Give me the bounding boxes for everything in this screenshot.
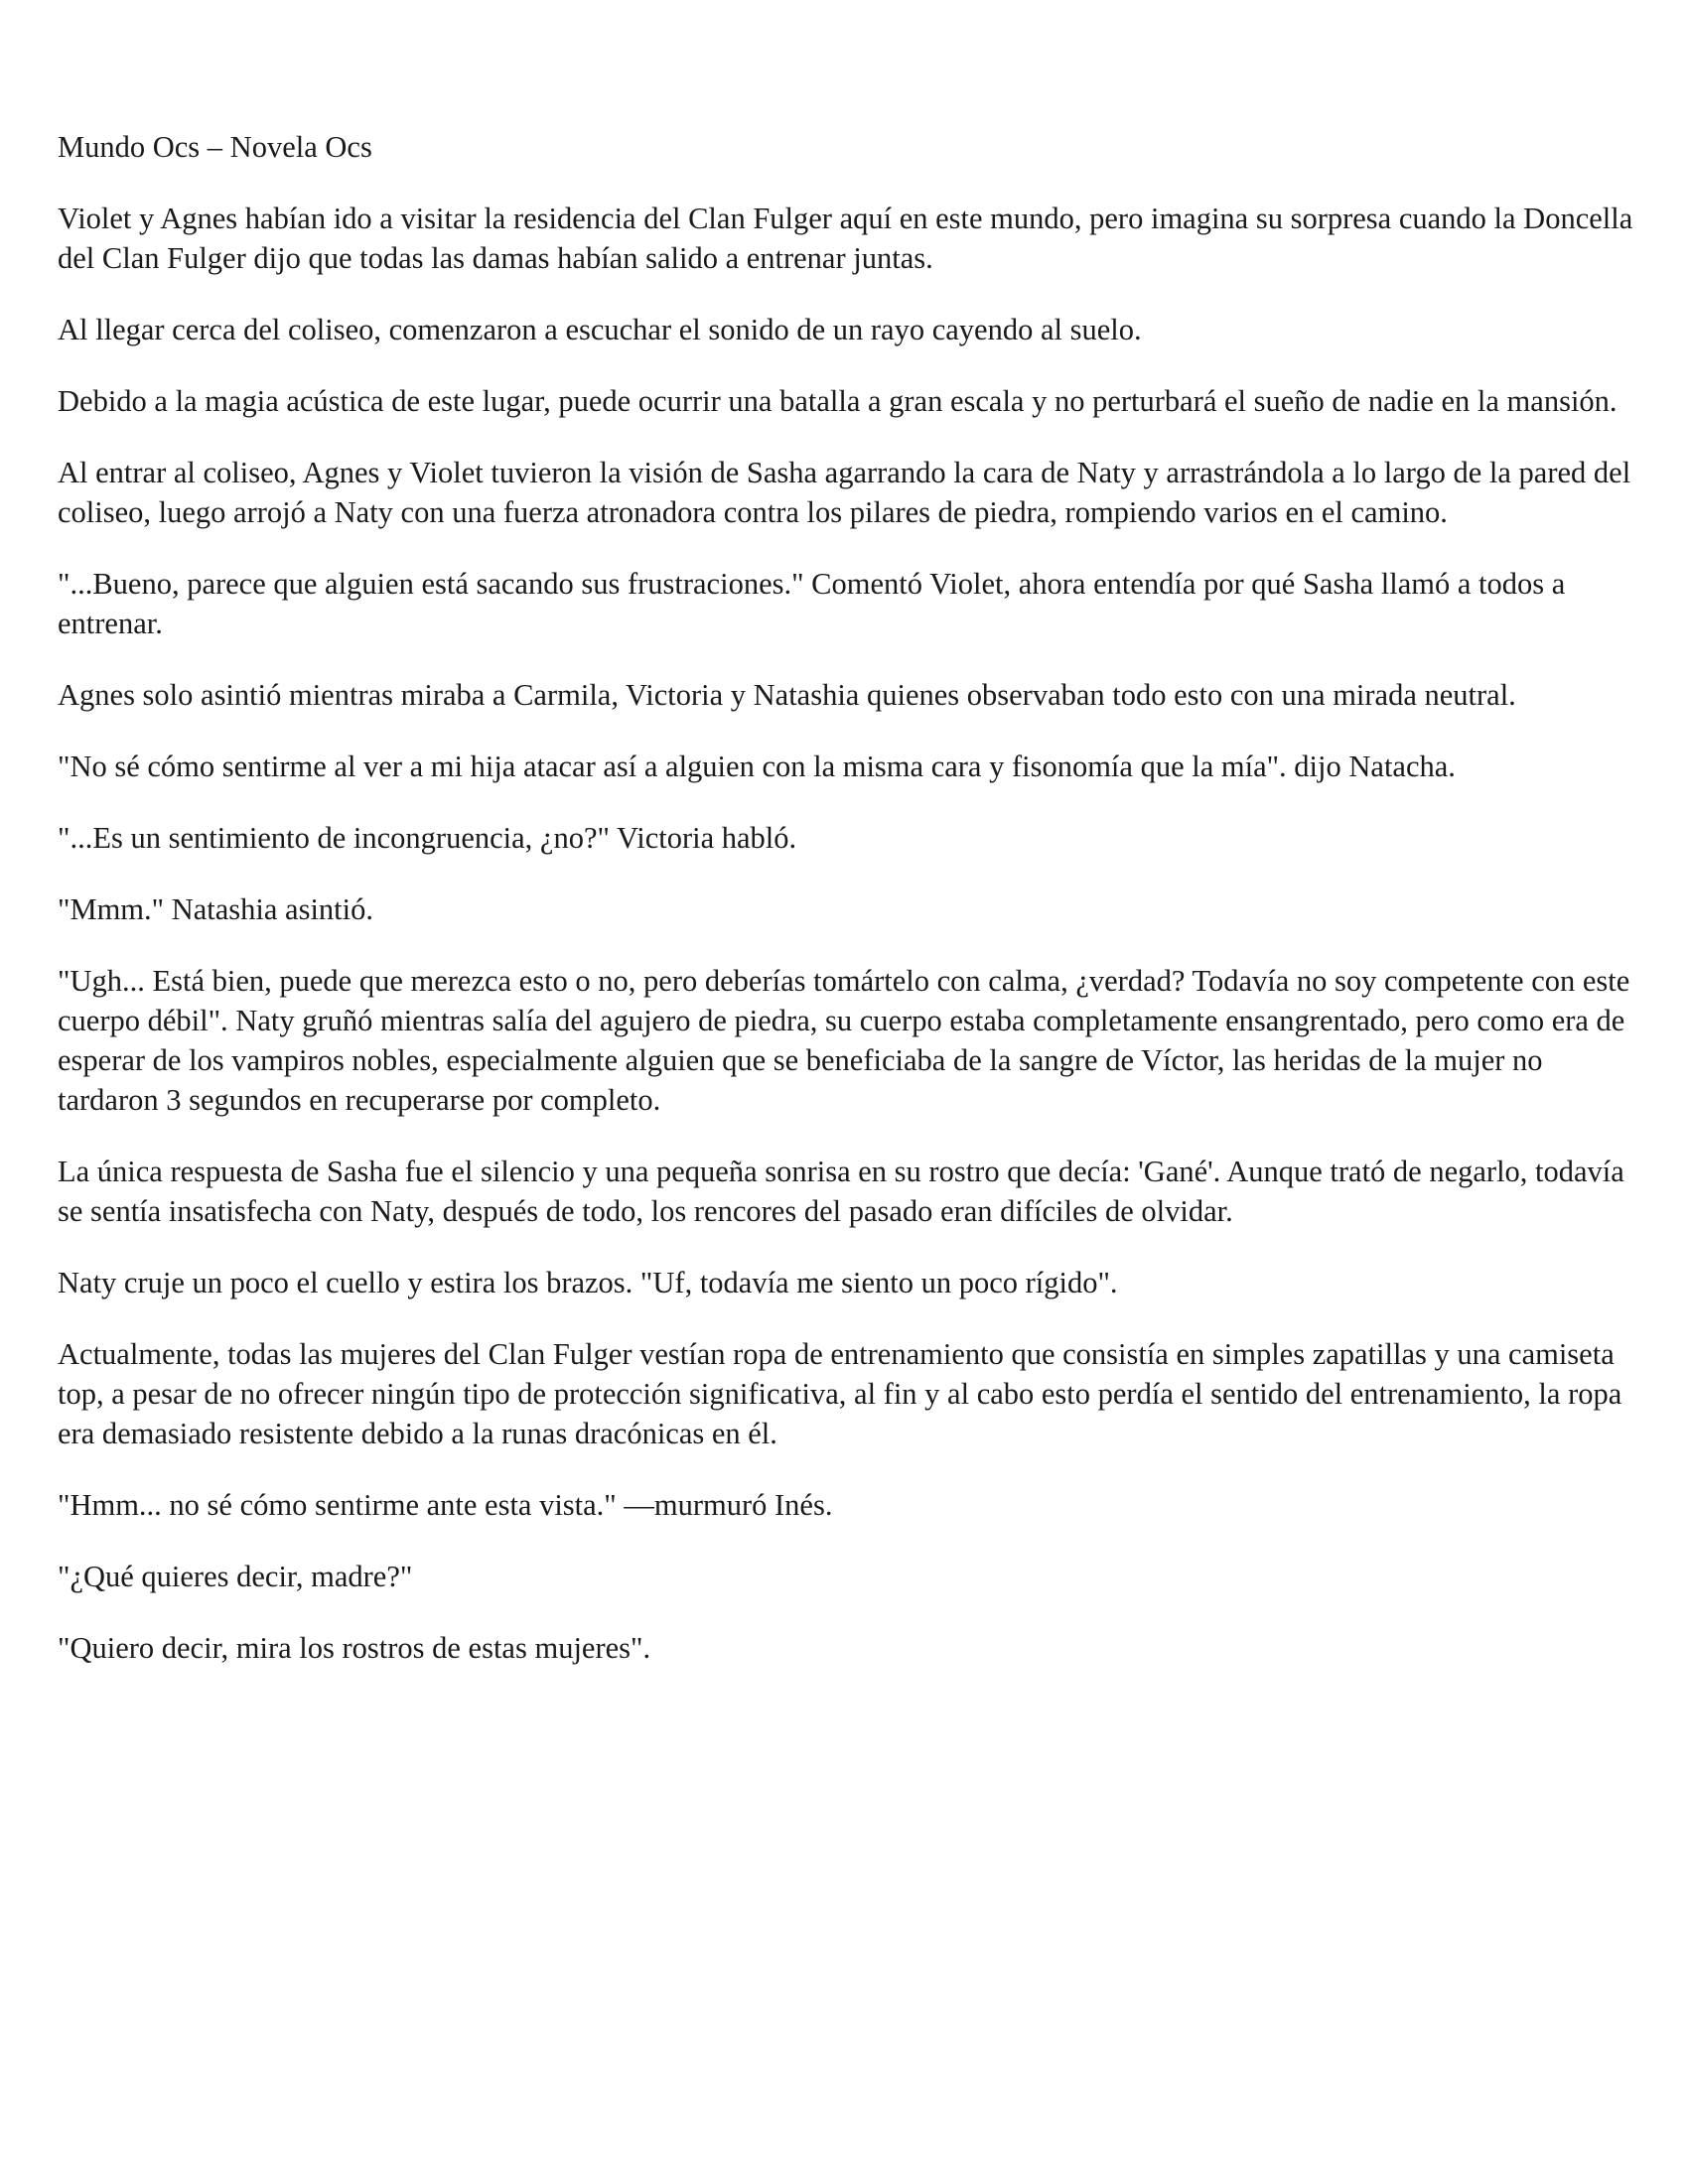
- paragraph: "Hmm... no sé cómo sentirme ante esta vista." —murmuró Inés.: [58, 1488, 833, 1522]
- paragraph: Agnes solo asintió mientras miraba a Carmila, Victoria y Natashia quienes observaban todo esto con una mirada neutral.: [58, 678, 1516, 712]
- paragraph: "...Es un sentimiento de incongruencia, ¿no?" Victoria habló.: [58, 821, 797, 855]
- paragraph: "Ugh... Está bien, puede que merezca esto o no, pero deberías tomártelo con calma, ¿verdad? Todavía no soy competente con este cuerpo débil". Naty gruñó mientras salía del agujero de piedra, su cuerpo estaba completamente ensangrentado, pero como era de esperar de los vampiros nobles, especialmente alguien que se beneficiaba de la sangre de Víctor, las heridas de la mujer no tardaron 3 segundos en recuperarse por completo.: [58, 964, 1630, 1117]
- paragraph: Debido a la magia acústica de este lugar, puede ocurrir una batalla a gran escala y no perturbará el sueño de nadie en la mansión.: [58, 384, 1618, 418]
- paragraph: "No sé cómo sentirme al ver a mi hija atacar así a alguien con la misma cara y fisonomía que la mía". dijo Natacha.: [58, 750, 1456, 783]
- paragraph: Actualmente, todas las mujeres del Clan Fulger vestían ropa de entrenamiento que consistía en simples zapatillas y una camiseta top, a pesar de no ofrecer ningún tipo de protección significativa, al fin y al cabo esto perdía el sentido del entrenamiento, la ropa era demasiado resistente debido a la runas dracónicas en él.: [58, 1337, 1622, 1450]
- paragraph: Al entrar al coliseo, Agnes y Violet tuvieron la visión de Sasha agarrando la cara de Naty y arrastrándola a lo largo de la pared del coliseo, luego arrojó a Naty con una fuerza atronadora contra los pilares de piedra, rompiendo varios en el camino.: [58, 456, 1631, 529]
- paragraph: "Quiero decir, mira los rostros de estas mujeres".: [58, 1631, 651, 1665]
- paragraph: Violet y Agnes habían ido a visitar la residencia del Clan Fulger aquí en este mundo, pero imagina su sorpresa cuando la Doncella del Clan Fulger dijo que todas las damas habían salido a entrenar juntas.: [58, 202, 1633, 275]
- paragraph: La única respuesta de Sasha fue el silencio y una pequeña sonrisa en su rostro que decía: 'Gané'. Aunque trató de negarlo, todavía se sentía insatisfecha con Naty, después de todo, los rencores del pasado eran difíciles de olvidar.: [58, 1155, 1624, 1228]
- paragraph: "Mmm." Natashia asintió.: [58, 892, 374, 926]
- document-title: Mundo Ocs – Novela Ocs: [58, 130, 372, 164]
- paragraph: Al llegar cerca del coliseo, comenzaron a escuchar el sonido de un rayo cayendo al suelo.: [58, 313, 1142, 346]
- document-body: [58, 127, 1636, 1700]
- paragraph: Naty cruje un poco el cuello y estira los brazos. "Uf, todavía me siento un poco rígido".: [58, 1266, 1118, 1299]
- paragraph: "...Bueno, parece que alguien está sacando sus frustraciones." Comentó Violet, ahora entendía por qué Sasha llamó a todos a entrenar.: [58, 567, 1566, 640]
- paragraph: "¿Qué quieres decir, madre?": [58, 1560, 413, 1593]
